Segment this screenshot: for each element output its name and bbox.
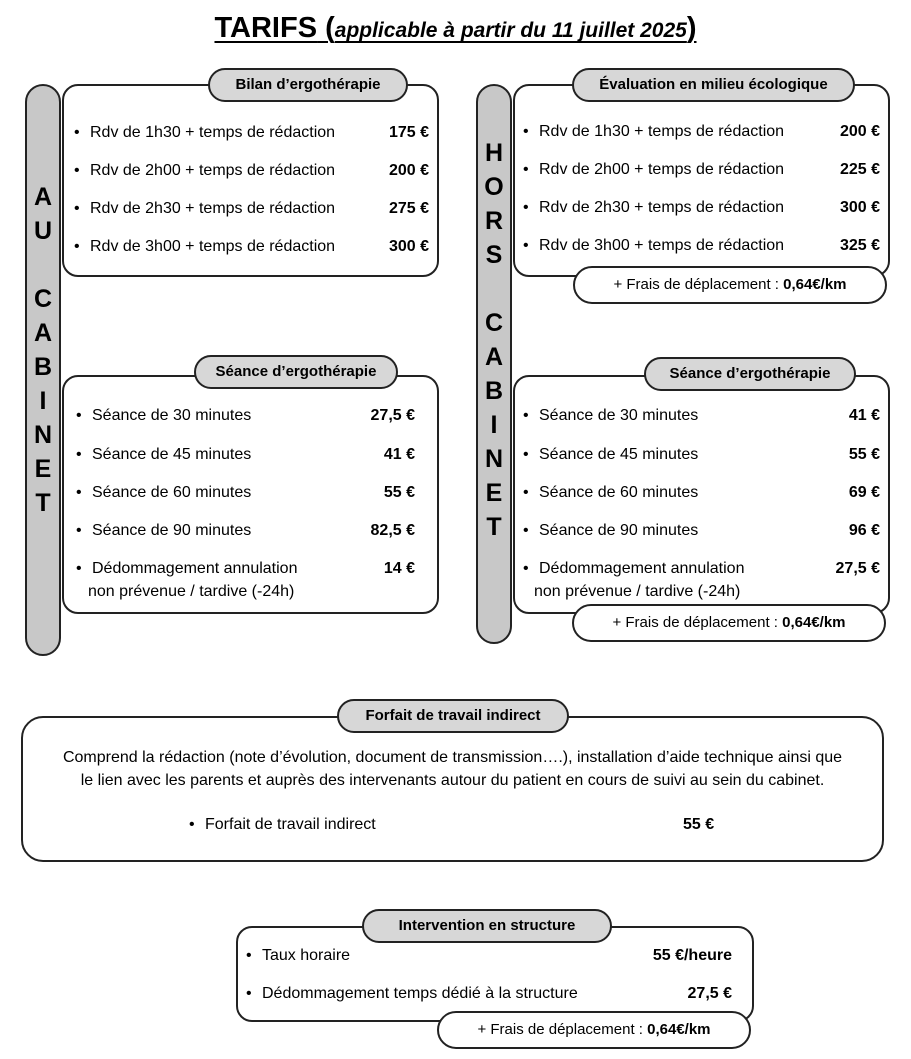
list-item: • Dédommagement annulation 27,5 € xyxy=(515,558,888,580)
title-open-paren: ( xyxy=(317,12,335,44)
forfait-description: Comprend la rédaction (note d’évolution, document de transmission….), installation d’aide technique ainsi que le lien avec les parents et auprès des intervenants autour du patient en cours de suivi au sein du cabinet. xyxy=(62,749,843,789)
list-item: • Forfait de travail indirect 55 € xyxy=(23,814,882,836)
list-item: • Rdv de 1h30 + temps de rédaction 200 € xyxy=(515,121,888,143)
list-item: • Séance de 30 minutes 27,5 € xyxy=(64,405,437,427)
list-item: • Séance de 45 minutes 41 € xyxy=(64,444,437,466)
forfait-box xyxy=(21,716,884,862)
title-main: TARIFS xyxy=(214,12,318,44)
hors-cabinet-label: H O R S C A B I N E T xyxy=(484,139,504,541)
list-item: • Rdv de 3h00 + temps de rédaction 300 € xyxy=(64,236,437,258)
list-item: • Dédommagement temps dédié à la structure 27,5 € xyxy=(238,983,752,1005)
list-item: • Taux horaire 55 €/heure xyxy=(238,945,752,967)
forfait-title: Forfait de travail indirect xyxy=(337,699,569,733)
structure-title: Intervention en structure xyxy=(362,909,612,943)
title-close-paren: ) xyxy=(686,12,697,44)
list-item: • Rdv de 1h30 + temps de rédaction 175 € xyxy=(64,122,437,144)
list-item: • Rdv de 3h00 + temps de rédaction 325 € xyxy=(515,235,888,257)
seance-travel-fee: + Frais de déplacement : 0,64€/km xyxy=(572,604,886,642)
list-item-continuation: non prévenue / tardive (-24h) xyxy=(534,583,741,600)
au-cabinet-label: A U C A B I N E T xyxy=(33,183,53,517)
list-item: • Séance de 45 minutes 55 € xyxy=(515,444,888,466)
au-cabinet-seance-box xyxy=(62,375,439,614)
hors-cabinet-evaluation-box xyxy=(513,84,890,277)
list-item-continuation: non prévenue / tardive (-24h) xyxy=(88,583,295,600)
list-item: • Dédommagement annulation 14 € xyxy=(64,558,437,580)
au-cabinet-bilan-title: Bilan d’ergothérapie xyxy=(208,68,408,102)
evaluation-travel-fee: + Frais de déplacement : 0,64€/km xyxy=(573,266,887,304)
hors-cabinet-evaluation-title: Évaluation en milieu écologique xyxy=(572,68,855,102)
hors-cabinet-seance-box xyxy=(513,375,890,614)
list-item: • Séance de 30 minutes 41 € xyxy=(515,405,888,427)
list-item: • Séance de 90 minutes 82,5 € xyxy=(64,520,437,542)
list-item: • Rdv de 2h30 + temps de rédaction 275 € xyxy=(64,198,437,220)
page-title xyxy=(0,12,911,45)
list-item: • Séance de 60 minutes 69 € xyxy=(515,482,888,504)
list-item: • Rdv de 2h00 + temps de rédaction 225 € xyxy=(515,159,888,181)
list-item: • Rdv de 2h30 + temps de rédaction 300 € xyxy=(515,197,888,219)
structure-travel-fee: + Frais de déplacement : 0,64€/km xyxy=(437,1011,751,1049)
list-item: • Rdv de 2h00 + temps de rédaction 200 € xyxy=(64,160,437,182)
list-item: • Séance de 90 minutes 96 € xyxy=(515,520,888,542)
list-item: • Séance de 60 minutes 55 € xyxy=(64,482,437,504)
au-cabinet-bilan-box xyxy=(62,84,439,277)
title-subtitle: applicable à partir du 11 juillet 2025 xyxy=(334,19,687,42)
au-cabinet-seance-title: Séance d’ergothérapie xyxy=(194,355,398,389)
hors-cabinet-seance-title: Séance d’ergothérapie xyxy=(644,357,856,391)
